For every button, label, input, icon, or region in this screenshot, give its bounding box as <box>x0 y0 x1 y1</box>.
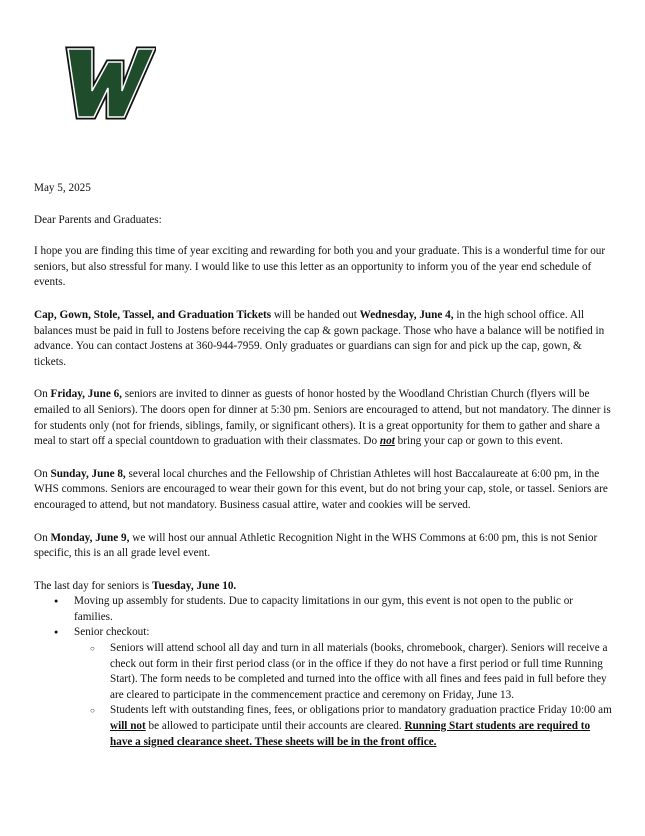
cap-gown-date: Wednesday, June 4, <box>359 308 454 321</box>
will-not-emphasis: will not <box>110 720 146 733</box>
cap-gown-text-1: will be handed out <box>271 308 360 321</box>
sublist-item-materials: ○ Seniors will attend school all day and turn in all materials (books, chromebook, charger). Seniors will receive a check out form in their first period class (or in the office if they do not have a first period or full time Running Start). The form needs to be completed and turned into the office with all fines and fees paid in full before they are cleared to participate in the commencement practice and ceremony on Friday, June 13. <box>74 641 614 703</box>
friday-text-1: seniors are invited to dinner as guests of honor hosted by the Woodland Christian Church (flyers will be emailed to all Seniors). The doors open for dinner at 5:30 pm. Seniors are encouraged to attend, but not mandatory. The dinner is for students only (not for friends, siblings, family, or significant others). It is a great opportunity for them to gather and share a meal to start off a special countdown to graduation with their classmates. Do <box>34 388 611 448</box>
school-logo <box>52 46 156 120</box>
sunday-baccalaureate-paragraph <box>34 467 614 514</box>
running-start-notice: Running Start students are required to have a signed clearance sheet. These sheets will be in the front office. <box>110 720 591 748</box>
sublist-item-outstanding-fines <box>74 703 614 750</box>
cap-gown-heading: Cap, Gown, Stole, Tassel, and Graduation Tickets <box>34 308 272 321</box>
friday-dinner-paragraph <box>34 387 614 449</box>
last-day-line <box>34 579 614 595</box>
cap-gown-text-2: in the high school office. All balances must be paid in full to Jostens before receiving the cap & gown package. Those who have a balance will be notified in advance. You can contact Jostens at 360-944-7959. Only graduates or guardians can sign for and pick up the cap, gown, & tickets. <box>34 308 605 368</box>
monday-date: Monday, June 9, <box>50 531 130 544</box>
list-item-senior-checkout <box>34 625 614 750</box>
letter-body <box>34 181 614 750</box>
sunday-date: Sunday, June 8, <box>50 467 126 480</box>
friday-date: Friday, June 6, <box>50 388 122 401</box>
sunday-prefix: On <box>34 467 51 480</box>
last-day-date: Tuesday, June 10. <box>152 579 237 592</box>
senior-checkout-sublist <box>74 641 614 750</box>
friday-prefix: On <box>34 388 51 401</box>
last-day-list <box>34 594 614 750</box>
sunday-text: several local churches and the Fellowship of Christian Athletes will host Baccalaureate at 6:00 pm, in the WHS commons. Seniors are encouraged to wear their gown for this event, but do not bring your cap, stole, or tassel. Seniors are encouraged to attend, but not mandatory. Business casual attire, water and cookies will be served. <box>34 467 608 511</box>
letter-date: May 5, 2025 <box>34 182 91 194</box>
friday-text-2: bring your cap or gown to this event. <box>394 435 563 448</box>
senior-checkout-label: Senior checkout: <box>74 626 150 639</box>
monday-prefix: On <box>34 531 51 544</box>
last-day-prefix: The last day for seniors is <box>34 579 153 592</box>
monday-text: we will host our annual Athletic Recognition Night in the WHS Commons at 6:00 pm, this is not Senior specific, this is an all grade level event. <box>34 531 598 560</box>
list-item-moving-up: ● Moving up assembly for students. Due to capacity limitations in our gym, this event is not open to the public or families. <box>34 594 614 625</box>
fines-text-1: Students left with outstanding fines, fees, or obligations prior to mandatory graduation practice Friday 10:00 am <box>110 704 612 717</box>
friday-not-emphasis: not <box>379 435 395 448</box>
letter-greeting: Dear Parents and Graduates: <box>34 213 162 226</box>
intro-paragraph: I hope you are finding this time of year exciting and rewarding for both you and your graduate. This is a wonderful time for our seniors, but also stressful for many. I would like to use this letter as an opportunity to inform you of the year end schedule of events. <box>34 245 606 289</box>
fines-text-2: be allowed to participate until their accounts are cleared. <box>145 720 405 733</box>
cap-gown-paragraph <box>34 308 614 370</box>
monday-athletic-paragraph <box>34 531 614 562</box>
